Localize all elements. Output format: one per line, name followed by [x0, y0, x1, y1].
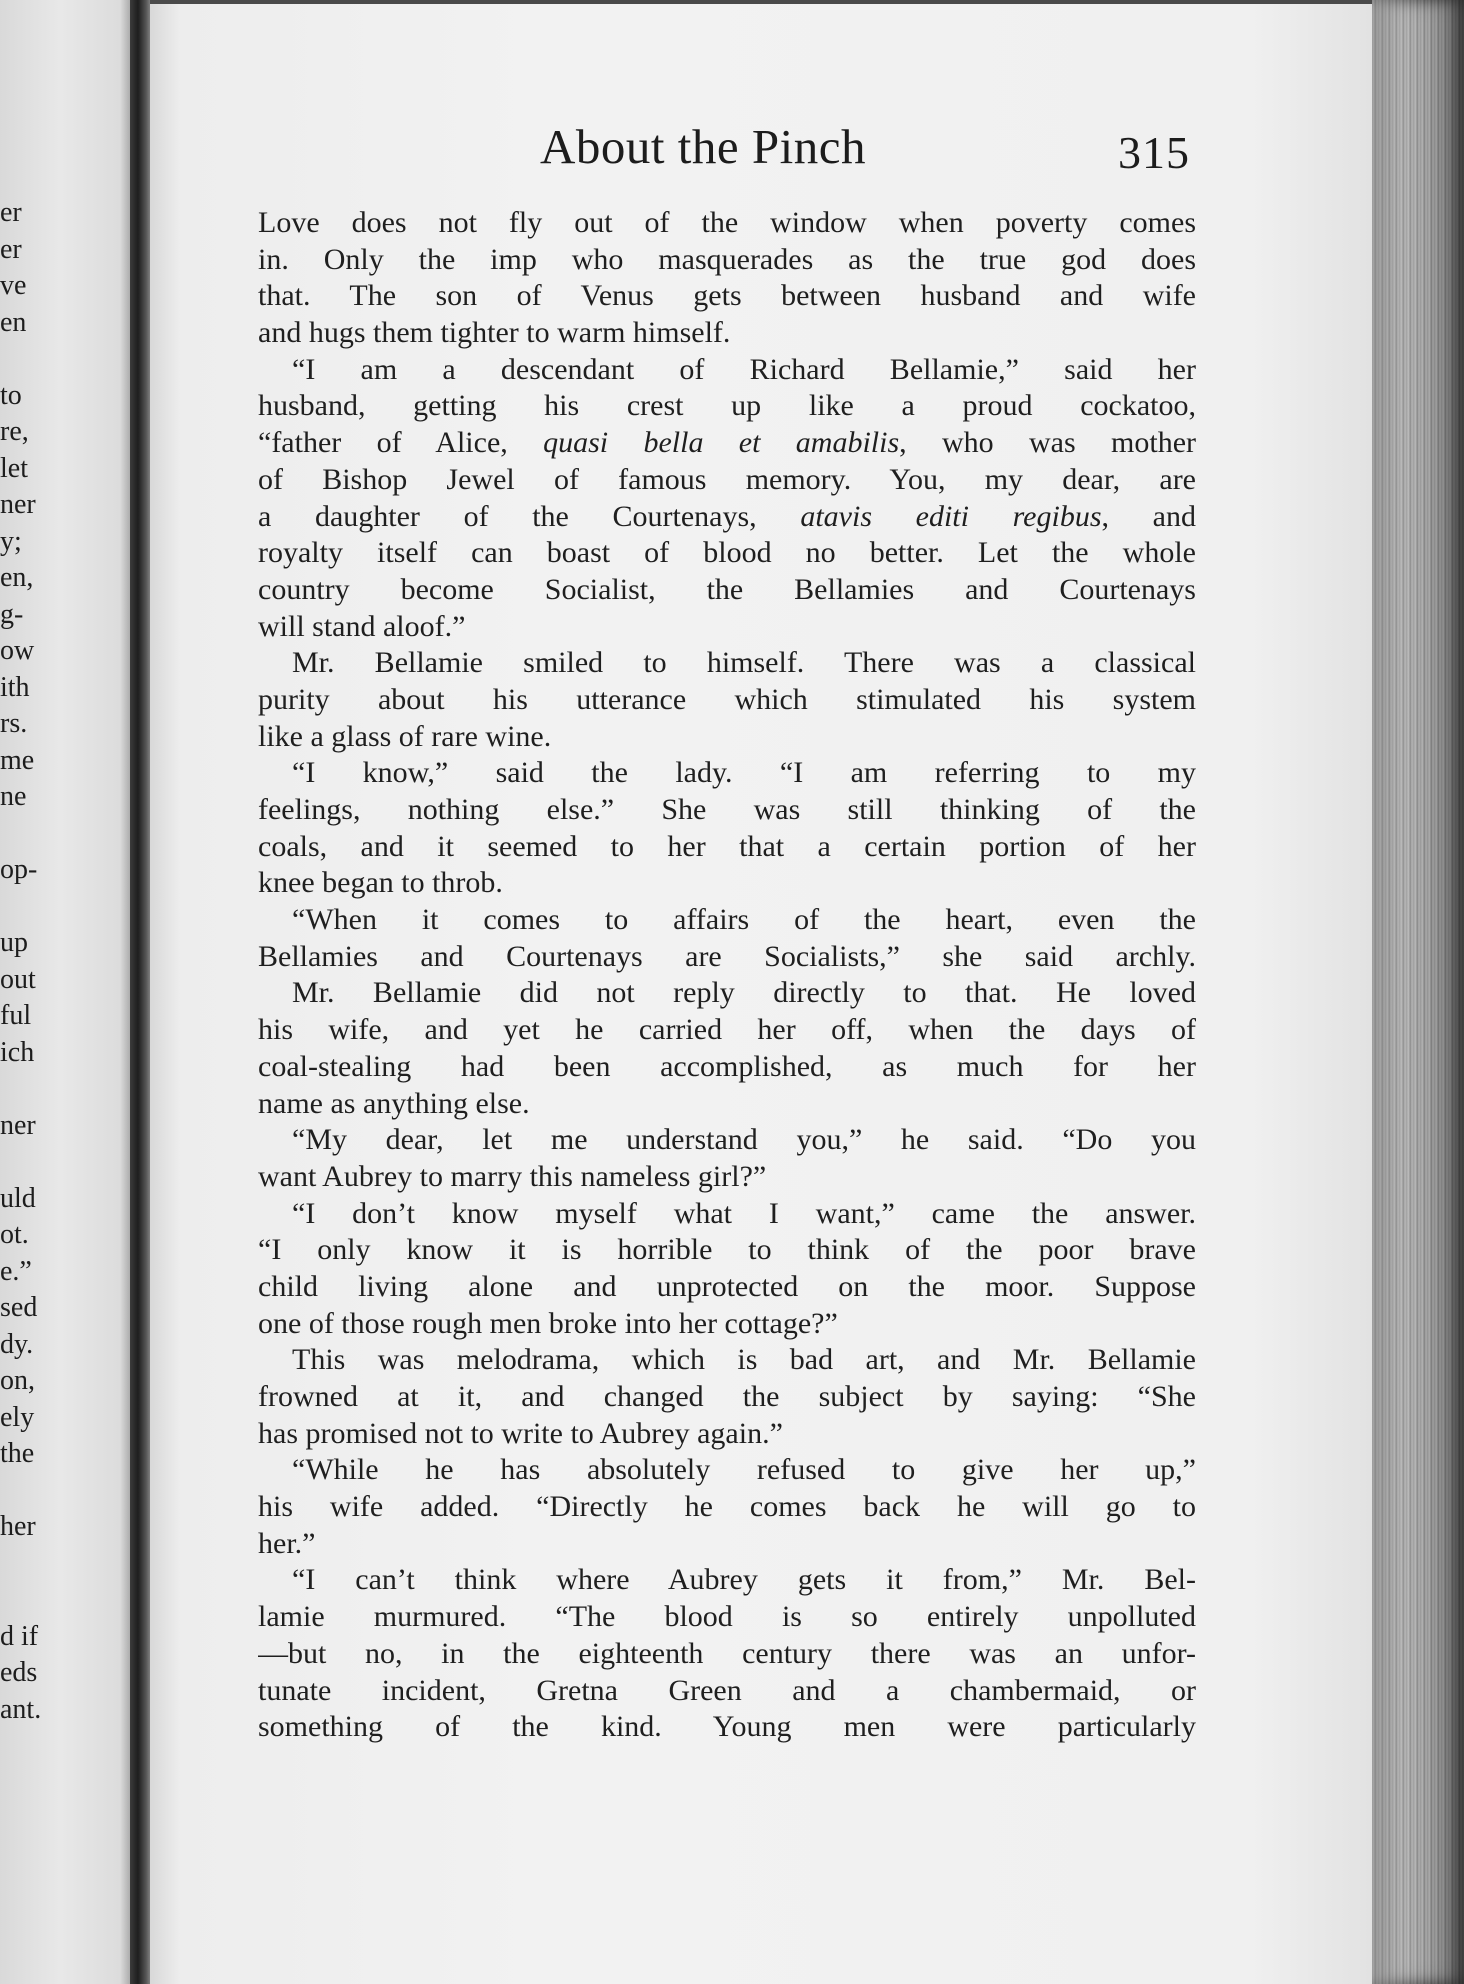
left-fragment: her: [0, 1511, 36, 1542]
left-fragment: y;: [0, 525, 22, 557]
left-fragment: g-: [0, 598, 24, 630]
text-line: country become Socialist, the Bellamies and Courtenays: [258, 572, 1196, 606]
text-line: frowned at it, and changed the subject by saying: “She: [258, 1380, 1196, 1413]
left-fragment: up: [0, 927, 28, 958]
left-fragment: er: [0, 233, 22, 265]
text-line: “When it comes to affairs of the heart, even the: [292, 903, 1196, 937]
text-line: and hugs them tighter to warm himself.: [258, 316, 731, 350]
text-line: “I only know it is horrible to think of the poor brave: [258, 1233, 1196, 1267]
left-page-text-fragments: [0, 195, 130, 1728]
text-segment: , and: [1101, 499, 1196, 533]
left-fragment: [0, 1582, 130, 1619]
left-fragment: sed: [0, 1292, 38, 1323]
left-fragment: ith: [0, 671, 30, 703]
text-line: [258, 425, 1196, 462]
left-fragment: let: [0, 452, 28, 484]
text-segment: a daughter of the Courtenays,: [258, 499, 801, 533]
text-line: “While he has absolutely refused to give her up,”: [292, 1453, 1196, 1487]
text-segment: , who was mother: [899, 426, 1196, 460]
text-segment: “father of Alice,: [258, 426, 544, 460]
left-fragment: ner: [0, 1109, 36, 1141]
left-fragment: on,: [0, 1365, 35, 1396]
left-fragment: en,: [0, 562, 34, 593]
left-fragment: rs.: [0, 708, 28, 739]
text-line: want Aubrey to marry this nameless girl?”: [258, 1159, 767, 1193]
left-fragment: ich: [0, 1036, 35, 1068]
left-fragment: e.”: [0, 1255, 32, 1287]
text-line: like a glass of rare wine.: [258, 719, 552, 753]
latin-phrase: quasi bella et amabilis: [543, 426, 900, 460]
text-line: has promised not to write to Aubrey again.”: [258, 1416, 783, 1450]
left-fragment: dy.: [0, 1328, 34, 1360]
text-line: Bellamies and Courtenays are Socialists,” she said archly.: [258, 939, 1196, 973]
text-line: knee began to throb.: [258, 866, 503, 900]
text-line: Mr. Bellamie did not reply directly to that. He loved: [292, 976, 1196, 1010]
left-fragment: [0, 816, 130, 853]
text-line: coals, and it seemed to her that a certain portion of her: [258, 829, 1196, 863]
left-fragment: [0, 1546, 130, 1583]
text-line: Love does not fly out of the window when poverty comes: [258, 206, 1196, 239]
text-line: name as anything else.: [258, 1086, 530, 1120]
left-fragment: er: [0, 197, 22, 228]
left-fragment: d if: [0, 1620, 39, 1652]
text-line: something of the kind. Young men were particularly: [258, 1710, 1196, 1744]
running-head: About the Pinch: [540, 119, 866, 174]
text-line: of Bishop Jewel of famous memory. You, my dear, are: [258, 462, 1196, 496]
left-fragment: [0, 1473, 130, 1510]
left-fragment: ot.: [0, 1219, 29, 1250]
left-fragment: the: [0, 1438, 35, 1469]
text-line: “I don’t know myself what I want,” came the answer.: [292, 1196, 1196, 1230]
left-fragment: ful: [0, 1000, 32, 1031]
left-fragment: me: [0, 744, 35, 776]
text-line: his wife added. “Directly he comes back he will go to: [258, 1490, 1196, 1524]
left-fragment: ne: [0, 781, 27, 812]
text-line: [258, 499, 1196, 536]
left-fragment: to: [0, 379, 22, 411]
text-line: “I know,” said the lady. “I am referring to my: [292, 756, 1196, 790]
left-fragment: ner: [0, 489, 36, 520]
left-fragment: ve: [0, 270, 27, 301]
text-line: in. Only the imp who masquerades as the true god does: [258, 242, 1196, 276]
text-line: his wife, and yet he carried her off, when the days of: [258, 1013, 1196, 1047]
text-line: —but no, in the eighteenth century there was an unfor-: [258, 1636, 1196, 1670]
left-fragment: out: [0, 963, 36, 995]
left-fragment: [0, 341, 130, 378]
text-line: that. The son of Venus gets between husband and wife: [258, 279, 1196, 313]
left-fragment: [0, 1071, 130, 1108]
page-number: 315: [1118, 127, 1190, 178]
text-line: “I can’t think where Aubrey gets it from,” Mr. Bel-: [292, 1563, 1196, 1597]
text-line: Mr. Bellamie smiled to himself. There was a classical: [292, 646, 1196, 680]
left-fragment: en: [0, 306, 27, 338]
left-fragment: ely: [0, 1401, 35, 1433]
text-line: lamie murmured. “The blood is so entirely unpolluted: [258, 1600, 1196, 1634]
left-fragment: [0, 889, 130, 926]
left-fragment: ow: [0, 635, 35, 666]
text-line: purity about his utterance which stimulated his system: [258, 682, 1196, 716]
page-edges: [1372, 0, 1464, 1984]
text-line: “I am a descendant of Richard Bellamie,” said her: [292, 352, 1196, 386]
text-line: husband, getting his crest up like a proud cockatoo,: [258, 389, 1196, 423]
text-line: her.”: [258, 1526, 316, 1560]
text-line: will stand aloof.”: [258, 609, 466, 643]
text-line: child living alone and unprotected on the moor. Suppose: [258, 1269, 1196, 1303]
left-fragment: eds: [0, 1657, 38, 1688]
left-fragment: re,: [0, 416, 29, 447]
text-line: coal-stealing had been accomplished, as much for her: [258, 1049, 1196, 1083]
latin-phrase: atavis editi regibus: [800, 499, 1102, 533]
text-line: feelings, nothing else.” She was still thinking of the: [258, 793, 1196, 826]
left-fragment: uld: [0, 1182, 36, 1214]
left-fragment: ant.: [0, 1693, 42, 1725]
text-line: “My dear, let me understand you,” he said. “Do you: [292, 1123, 1196, 1157]
left-fragment: [0, 1144, 130, 1181]
text-line: tunate incident, Gretna Green and a chambermaid, or: [258, 1673, 1196, 1707]
text-line: This was melodrama, which is bad art, and Mr. Bellamie: [292, 1343, 1196, 1377]
text-line: one of those rough men broke into her cottage?”: [258, 1306, 838, 1340]
left-facing-page: [0, 0, 138, 1984]
left-fragment: op-: [0, 854, 38, 885]
text-line: royalty itself can boast of blood no better. Let the whole: [258, 536, 1196, 570]
body-text: [258, 205, 1196, 1746]
